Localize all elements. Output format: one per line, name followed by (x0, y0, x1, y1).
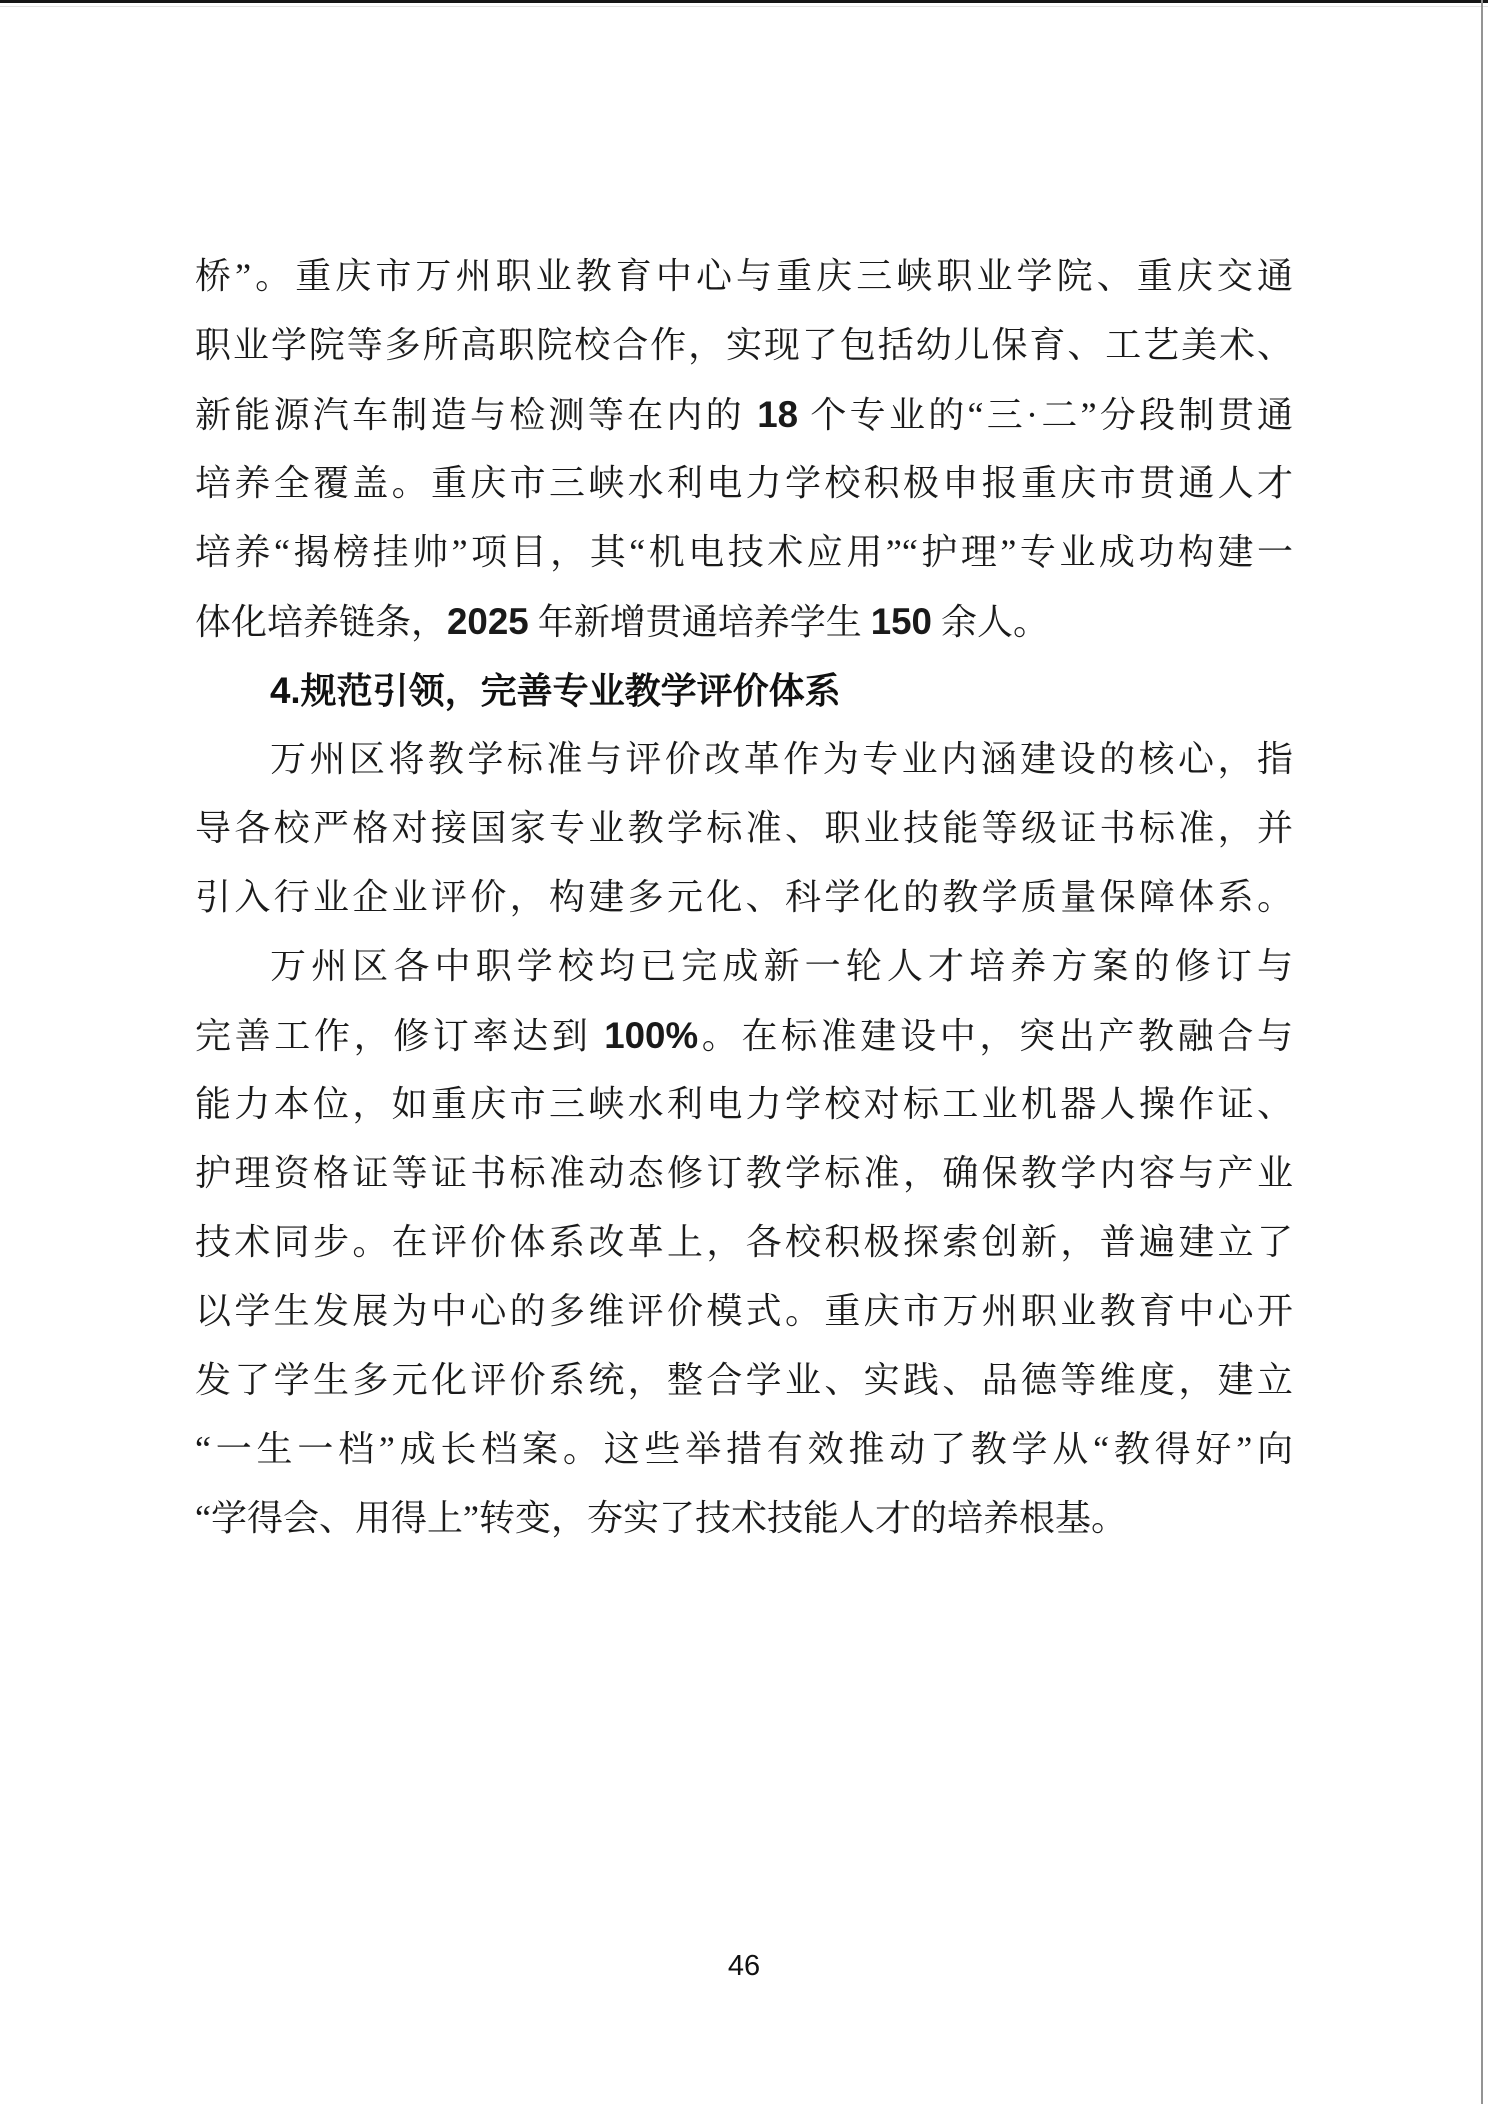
text-line: 技术同步。在评价体系改革上，各校积极探索创新，普遍建立了 (195, 1222, 1293, 1262)
document-text-block (195, 242, 1293, 1553)
page-number: 46 (727, 1950, 761, 1982)
numeral: 2025 (447, 601, 529, 642)
text-line: 培养“揭榜挂帅”项目，其“机电技术应用”“护理”专业成功构建一 (195, 532, 1293, 572)
text-line: 体化培养链条，2025 年新增贯通培养学生 150 余人。 (195, 601, 1049, 642)
numeral: 150 (870, 601, 932, 642)
numeral: 4. (270, 670, 301, 711)
paragraph (195, 725, 1293, 932)
text-line: 发了学生多元化评价系统，整合学业、实践、品德等维度，建立 (195, 1360, 1293, 1400)
text-line: 护理资格证等证书标准动态修订教学标准，确保教学内容与产业 (195, 1153, 1293, 1193)
text-line: 新能源汽车制造与检测等在内的 18 个专业的“三·二”分段制贯通 (195, 394, 1293, 435)
text-line: 培养全覆盖。重庆市三峡水利电力学校积极申报重庆市贯通人才 (195, 463, 1293, 503)
text-line: 导各校严格对接国家专业教学标准、职业技能等级证书标准，并 (195, 808, 1293, 848)
text-line: “学得会、用得上”转变，夯实了技术技能人才的培养根基。 (195, 1498, 1127, 1538)
numeral: 18 (757, 394, 799, 435)
page-top-border (0, 0, 1488, 3)
text-line: 职业学院等多所高职院校合作，实现了包括幼儿保育、工艺美术、 (195, 325, 1293, 365)
page-top-hairline (0, 6, 1488, 7)
text-line: 4.规范引领，完善专业教学评价体系 (270, 670, 841, 711)
paragraph (195, 242, 1293, 656)
text-line: “一生一档”成长档案。这些举措有效推动了教学从“教得好”向 (195, 1429, 1293, 1469)
paragraph (195, 932, 1293, 1553)
text-line: 完善工作，修订率达到 100%。在标准建设中，突出产教融合与 (195, 1015, 1293, 1056)
numeral: 100% (604, 1015, 699, 1056)
text-line: 以学生发展为中心的多维评价模式。重庆市万州职业教育中心开 (195, 1291, 1293, 1331)
page-right-edge-line (1481, 0, 1483, 2104)
text-line: 能力本位，如重庆市三峡水利电力学校对标工业机器人操作证、 (195, 1084, 1293, 1124)
text-line: 万州区将教学标准与评价改革作为专业内涵建设的核心，指 (270, 739, 1293, 779)
section-heading (195, 656, 1293, 725)
text-line: 万州区各中职学校均已完成新一轮人才培养方案的修订与 (270, 946, 1293, 986)
text-line: 引入行业企业评价，构建多元化、科学化的教学质量保障体系。 (195, 877, 1293, 917)
text-line: 桥”。重庆市万州职业教育中心与重庆三峡职业学院、重庆交通 (195, 256, 1293, 296)
